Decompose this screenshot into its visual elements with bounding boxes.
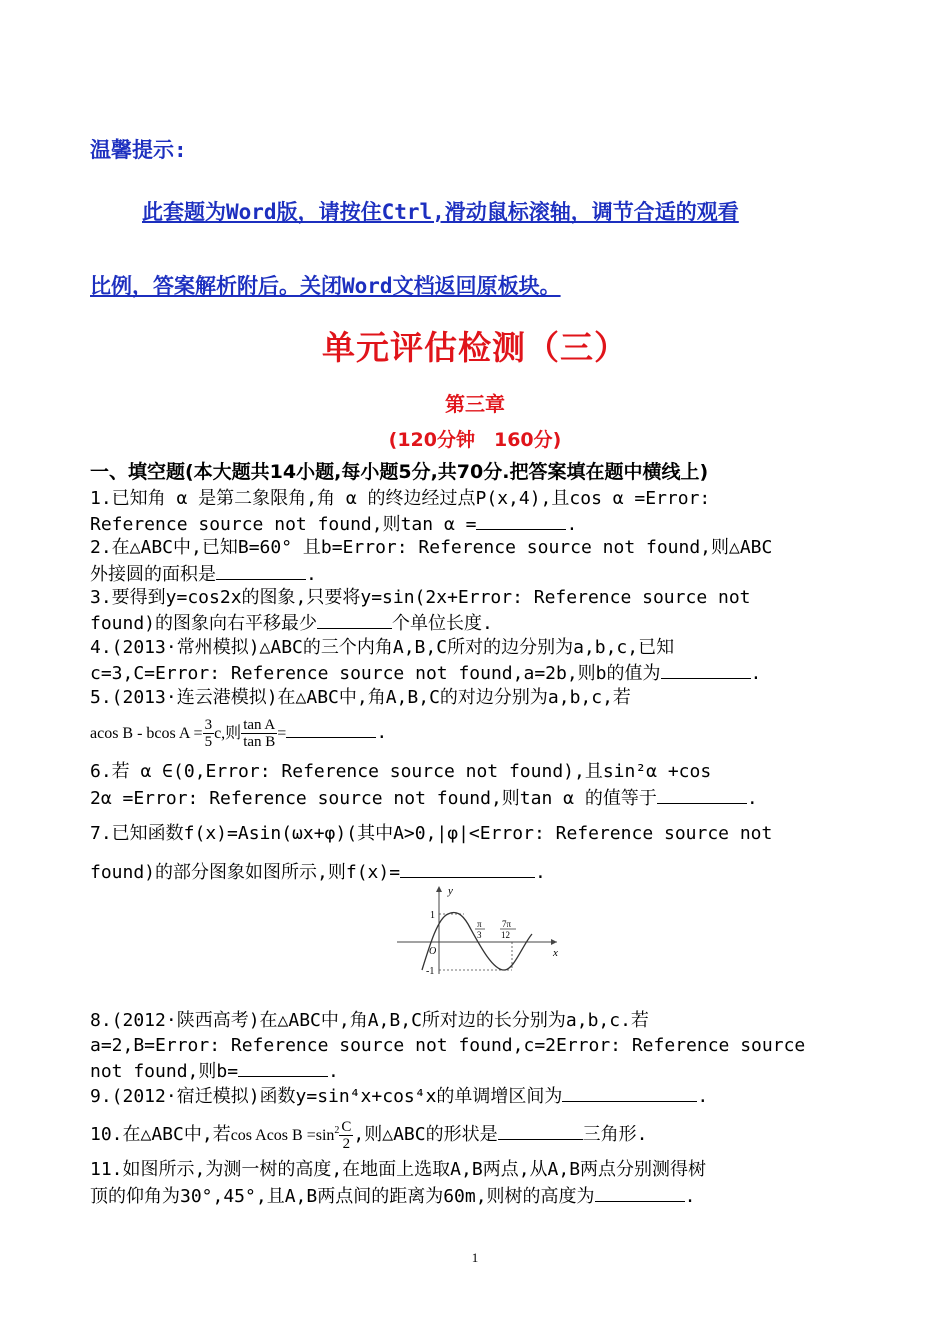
question-6-line-2: 2α =Error: Reference source not found,则tan α 的值等于 . xyxy=(90,785,758,811)
question-9-line-1: 9.(2012·宿迁模拟)函数y=sin⁴x+cos⁴x的单调增区间为 . xyxy=(90,1083,708,1109)
tip-line-1: 此套题为Word版，请按住Ctrl,滑动鼠标滚轴，调节合适的观看 xyxy=(142,200,739,224)
tip-title: 温馨提示: xyxy=(90,138,187,162)
answer-blank[interactable] xyxy=(657,785,747,804)
fraction: $\frac{C}{2}$ xyxy=(341,1118,352,1152)
question-5-line-2: acos B - bcos A = $\frac{3}{5}$ c,则 $\frac{\text{tan A}}{\text{tan B}}$ = . xyxy=(90,716,388,750)
tick-pi-3-den: 3 xyxy=(477,930,482,940)
answer-blank[interactable] xyxy=(562,1083,697,1102)
y-min-label: -1 xyxy=(426,966,435,976)
question-3-line-2: found)的图象向右平移最少 个单位长度. xyxy=(90,610,493,636)
page-number: 1 xyxy=(471,1250,479,1265)
answer-blank[interactable] xyxy=(595,1183,685,1202)
x-axis-label: x xyxy=(553,947,558,959)
question-4-line-1: 4.(2013·常州模拟)△ABC的三个内角A,B,C所对的边分别为a,b,c,已知 xyxy=(90,637,675,658)
answer-blank[interactable] xyxy=(286,719,376,738)
tick-7pi-12-den: 12 xyxy=(501,930,510,940)
question-1-line-2: Reference source not found,则tan α = . xyxy=(90,511,577,537)
tick-pi-3-num: π xyxy=(477,919,482,929)
question-8-line-1: 8.(2012·陕西高考)在△ABC中,角A,B,C所对边的长分别为a,b,c.若 xyxy=(90,1010,649,1031)
question-10-line-1: 10.在△ABC中,若cos Acos $B =\sin^2$ $\frac{C}{2}$ ,则△ABC的形状是 三角形. xyxy=(90,1118,648,1152)
question-8-line-2: a=2,B=Error: Reference source not found,c=2Error: Reference source xyxy=(90,1035,806,1056)
question-11-line-2: 顶的仰角为30°,45°,且A,B两点间的距离为60m,则树的高度为 . xyxy=(90,1183,695,1209)
question-6-line-1: 6.若 α ∈(0,Error: Reference source not found),且sin²α +cos xyxy=(90,761,712,782)
question-1-line-1: 1.已知角 α 是第二象限角,角 α 的终边经过点P(x,4),且cos α =Error: xyxy=(90,488,711,509)
x-axis-arrow xyxy=(551,939,557,945)
chapter-label: 第三章 xyxy=(445,392,505,416)
section-heading: 一、填空题(本大题共14小题,每小题5分,共70分.把答案填在题中横线上) xyxy=(90,461,709,483)
y-axis-label: y xyxy=(448,885,453,897)
fraction: $\frac{\text{tan A}}{\text{tan B}}$ xyxy=(243,716,276,750)
tick-7pi-12-num: 7π xyxy=(502,919,512,929)
time-score-label: (120分钟 160分) xyxy=(388,429,562,451)
question-2-line-1: 2.在△ABC中,已知B=60° 且b=Error: Reference source not found,则△ABC xyxy=(90,537,773,558)
fraction: $\frac{3}{5}$ xyxy=(204,716,213,750)
question-8-line-3: not found,则b= . xyxy=(90,1058,339,1084)
origin-label: O xyxy=(429,946,437,957)
answer-blank[interactable] xyxy=(238,1058,328,1077)
y-max-label: 1 xyxy=(430,910,435,921)
answer-blank[interactable] xyxy=(400,859,535,878)
question-4-line-2: c=3,C=Error: Reference source not found,a=2b,则b的值为 . xyxy=(90,660,761,686)
question-5-line-1: 5.(2013·连云港模拟)在△ABC中,角A,B,C的对边分别为a,b,c,若 xyxy=(90,687,631,708)
question-11-line-1: 11.如图所示,为测一树的高度,在地面上选取A,B两点,从A,B两点分别测得树 xyxy=(90,1159,707,1180)
sine-graph-figure xyxy=(392,884,562,976)
tip-line-2: 比例，答案解析附后。关闭Word文档返回原板块。 xyxy=(90,274,561,298)
answer-blank[interactable] xyxy=(498,1121,583,1140)
question-7-line-1: 7.已知函数f(x)=Asin(ωx+φ)(其中A>0,|φ|<Error: Reference source not xyxy=(90,823,773,844)
answer-blank[interactable] xyxy=(317,610,392,629)
question-3-line-1: 3.要得到y=cos2x的图象,只要将y=sin(2x+Error: Reference source not xyxy=(90,587,751,608)
answer-blank[interactable] xyxy=(476,511,566,530)
y-axis-arrow xyxy=(436,886,442,892)
question-2-line-2: 外接圆的面积是 . xyxy=(90,561,317,587)
question-7-line-2: found)的部分图象如图所示,则f(x)= . xyxy=(90,859,546,885)
answer-blank[interactable] xyxy=(216,561,306,580)
answer-blank[interactable] xyxy=(661,660,751,679)
page-title: 单元评估检测（三） xyxy=(322,328,628,367)
